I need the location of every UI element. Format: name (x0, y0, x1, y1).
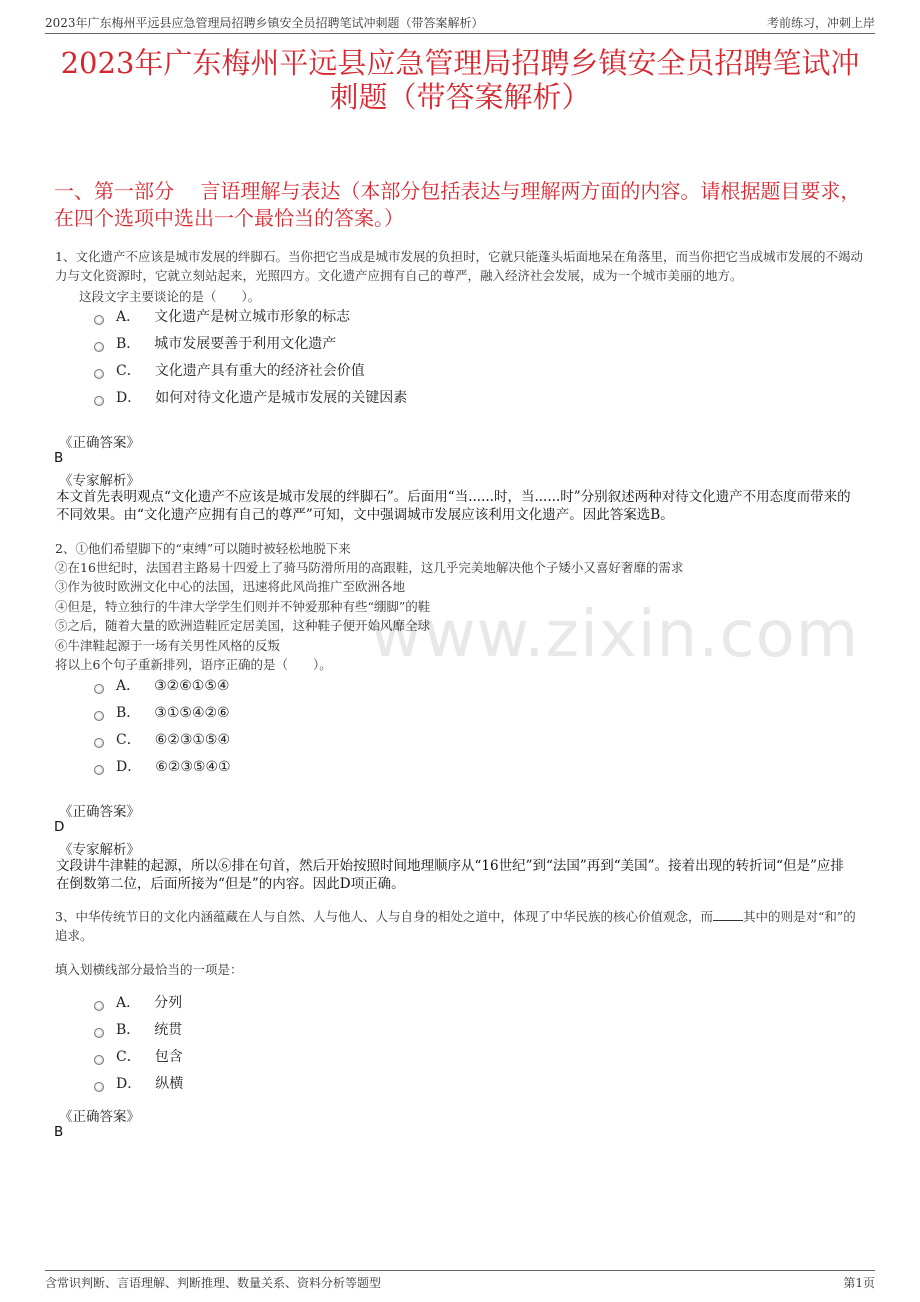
q2-option-a[interactable]: A． ③②⑥①⑤④ (94, 676, 229, 696)
q1-answer: B (54, 450, 64, 466)
page-footer (45, 1272, 875, 1292)
q1-text: 1、文化遗产不应该是城市发展的绊脚石。当你把它当成是城市发展的负担时，它就只能蓬头垢面地呆在角落里，而当你把它当成城市发展的不竭动力与文化资源时，它就立刻站起来，光照四方。文化遗产应拥有自己的尊严，融入经济社会发展，成为一个城市美丽的地方。 (55, 249, 863, 283)
q2-line-3: ③作为彼时欧洲文化中心的法国，迅速将此风尚推广至欧洲各地 (55, 579, 406, 594)
q2-line-6: ⑥牛津鞋起源于一场有关男性风格的反叛 (55, 638, 281, 653)
q3-answer-label: 《正确答案》 (59, 1109, 140, 1125)
q2-analysis-label: 《专家解析》 (59, 842, 140, 858)
radio-icon[interactable] (94, 1001, 104, 1011)
q2-line-2: ②在16世纪时，法国君主路易十四爱上了骑马防滑所用的高跟鞋，这几乎完美地解决他个子矮小又喜好奢靡的需求 (55, 560, 684, 575)
radio-icon[interactable] (94, 1055, 104, 1065)
section-heading: 一、第一部分 言语理解与表达（本部分包括表达与理解两方面的内容。请根据题目要求，在四个选项中选出一个最恰当的答案。） (54, 179, 861, 230)
q2-answer: D (54, 819, 65, 835)
radio-icon[interactable] (94, 315, 104, 325)
q1-analysis: 本文首先表明观点“文化遗产不应该是城市发展的绊脚石”。后面用“当......时，当......时”分别叙述两种对待文化遗产不用态度而带来的不同效果。由“文化遗产应拥有自己的尊严”可知，文中强调城市发展应该利用文化遗产。因此答案选B。 (56, 489, 851, 523)
q2-line-4: ④但是，特立独行的牛津大学学生们则并不钟爱那种有些“绷脚”的鞋 (55, 599, 431, 614)
q1-analysis-label: 《专家解析》 (59, 473, 140, 489)
q1-option-c[interactable]: C． 文化遗产具有重大的经济社会价值 (94, 361, 365, 381)
q2-prompt: 将以上6个句子重新排列，语序正确的是（ ）。 (55, 657, 332, 672)
radio-icon[interactable] (94, 1082, 104, 1092)
q1-option-d[interactable]: D． 如何对待文化遗产是城市发展的关键因素 (94, 388, 407, 408)
radio-icon[interactable] (94, 369, 104, 379)
header-left: 2023年广东梅州平远县应急管理局招聘乡镇安全员招聘笔试冲刺题（带答案解析） (45, 15, 484, 30)
q1-answer-label: 《正确答案》 (59, 435, 140, 451)
footer-divider (45, 1270, 875, 1271)
radio-icon[interactable] (94, 765, 104, 775)
q3-answer: B (54, 1124, 64, 1140)
q2-answer-label: 《正确答案》 (59, 804, 140, 820)
header-right: 考前练习，冲刺上岸 (766, 15, 875, 30)
page-header (45, 12, 875, 32)
q3-option-a[interactable]: A． 分列 (94, 993, 182, 1013)
q2-option-c[interactable]: C． ⑥②③①⑤④ (94, 730, 230, 750)
q2-line-1: 2、①他们希望脚下的“束缚”可以随时被轻松地脱下来 (55, 541, 351, 556)
document-title: 2023年广东梅州平远县应急管理局招聘乡镇安全员招聘笔试冲刺题（带答案解析） (60, 46, 860, 114)
radio-icon[interactable] (94, 396, 104, 406)
q3-option-b[interactable]: B． 统贯 (94, 1020, 182, 1040)
q1-prompt: 这段文字主要谈论的是（ ）。 (79, 289, 261, 304)
radio-icon[interactable] (94, 342, 104, 352)
q1-option-b[interactable]: B． 城市发展要善于利用文化遗产 (94, 334, 336, 354)
q3-option-d[interactable]: D． 纵横 (94, 1074, 183, 1094)
radio-icon[interactable] (94, 684, 104, 694)
q1-option-a[interactable]: A． 文化遗产是树立城市形象的标志 (94, 307, 350, 327)
q2-analysis: 文段讲牛津鞋的起源，所以⑥排在句首，然后开始按照时间地理顺序从“16世纪”到“法国”再到“美国”。接着出现的转折词“但是”应排在倒数第二位，后面所接为“但是”的内容。因此D项正确。 (56, 858, 844, 892)
page-number: 第1页 (843, 1275, 875, 1290)
q3-text: 3、中华传统节日的文化内涵蕴藏在人与自然、人与他人、人与自身的相处之道中，体现了中华民族的核心价值观念，而 其中的则是对“和”的追求。 (55, 909, 856, 943)
q2-option-b[interactable]: B． ③①⑤④②⑥ (94, 703, 230, 723)
fill-blank (713, 908, 743, 921)
watermark: www.zixin.com (370, 598, 860, 672)
radio-icon[interactable] (94, 1028, 104, 1038)
q3-option-c[interactable]: C． 包含 (94, 1047, 183, 1067)
q2-option-d[interactable]: D． ⑥②③⑤④① (94, 757, 231, 777)
radio-icon[interactable] (94, 711, 104, 721)
radio-icon[interactable] (94, 738, 104, 748)
q3-prompt: 填入划横线部分最恰当的一项是： (55, 962, 243, 977)
header-divider (45, 33, 875, 34)
footer-left: 含常识判断、言语理解、判断推理、数量关系、资料分析等题型 (45, 1275, 382, 1290)
q2-line-5: ⑤之后，随着大量的欧洲造鞋匠定居美国，这种鞋子便开始风靡全球 (55, 618, 431, 633)
